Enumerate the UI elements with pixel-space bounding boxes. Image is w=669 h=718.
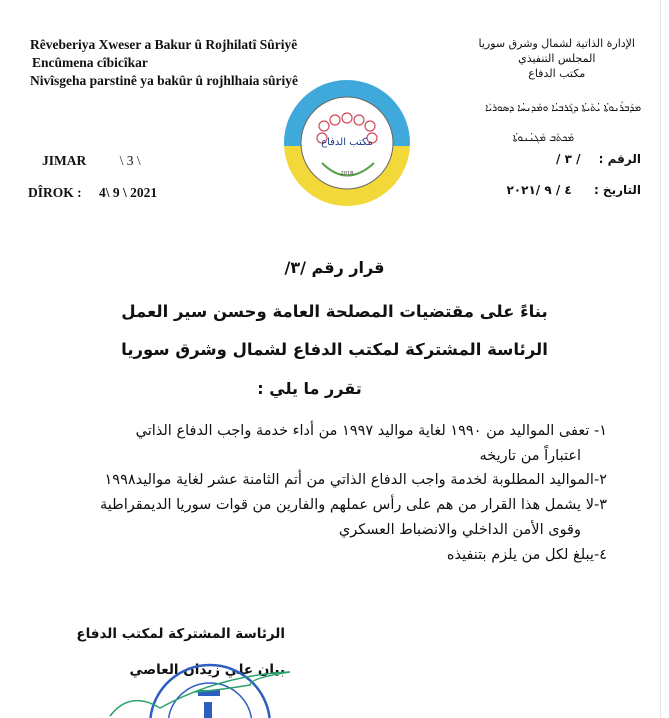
signature-names: بيان علي زيدان العاصي — [129, 662, 285, 678]
item-1: ١- تعفى المواليد من ١٩٩٠ لغاية مواليد ١٩٩٧ من أداء خدمة واجب الدفاع الذاتي — [135, 423, 607, 439]
preamble-line2: الرئاسة المشتركة لمكتب الدفاع لشمال وشرق سوريا — [121, 340, 548, 359]
seal-center-text: مكتب الدفاع — [321, 137, 373, 148]
official-seal — [282, 78, 412, 208]
number-value: / ٣ / — [556, 152, 581, 166]
item-1-cont: اعتباراً من تاريخه — [479, 448, 581, 464]
dirok-value: 4\ 9 \ 2021 — [99, 185, 158, 200]
header-left-line1: Rêveberiya Xweser a Bakur û Rojhilatî Sûriyê — [30, 37, 298, 52]
date-label: التاريخ : — [593, 183, 641, 197]
header-left-line2: Encûmena cîbicîkar — [32, 55, 148, 70]
signature-office: الرئاسة المشتركة لمكتب الدفاع — [76, 626, 285, 642]
item-3: ٣-لا يشمل هذا القرار من هم على رأس عملهم والفارين من قوات سوريا الديمقراطية — [100, 497, 607, 513]
header-right — [479, 36, 636, 81]
jimar-value: \ 3 \ — [119, 153, 141, 168]
seal-year: 2018 — [340, 171, 354, 177]
number-label: الرقم : — [598, 152, 641, 166]
item-4: ٤-يبلغ لكل من يلزم بتنفيذه — [446, 547, 607, 563]
jimar — [42, 152, 141, 170]
header-right-line3: مكتب الدفاع — [528, 67, 586, 80]
preamble-line1: بناءً على مقتضيات المصلحة العامة وحسن سير العمل — [121, 302, 548, 321]
jimar-label: JIMAR — [42, 153, 87, 168]
syriac-line1: ܡܕܰܒܪܳܢܘܬܳܐ ܝܳܬܰܝܬܳܐ ܕܓܰܪܒܝܳܐ ܘܡܰܕܢܚܳܐ ܕܣܘܪܝܰܐ — [485, 103, 641, 114]
dirok-label: DÎROK : — [28, 185, 82, 200]
header-left — [30, 36, 298, 90]
signature-stamp — [100, 650, 300, 718]
header-right-line2: المجلس التنفيذي — [518, 52, 596, 65]
header-right-line1: الإدارة الذاتية لشمال وشرق سوريا — [478, 37, 635, 50]
date-value: ٤ / ٩ /٢٠٢١ — [506, 183, 572, 197]
decision-title: قرار رقم /٣/ — [284, 258, 385, 277]
dirok — [28, 184, 157, 202]
decides-heading: تقرر ما يلي : — [257, 379, 362, 398]
header-left-line3: Nivîsgeha parstinê ya bakûr û rojhlhaia sûriyê — [30, 73, 299, 88]
number — [556, 152, 641, 166]
item-3-cont: وقوى الأمن الداخلي والانضباط العسكري — [338, 522, 581, 538]
date — [506, 183, 641, 197]
item-2: ٢-المواليد المطلوبة لخدمة واجب الدفاع الذاتي من أتم الثامنة عشر لغاية مواليد١٩٩٨ — [104, 472, 607, 488]
page-edge — [660, 0, 661, 718]
syriac-line2: ܡܰܟܬܰܒ ܡܰܓܢܳܢܘܬܳܐ — [512, 133, 574, 144]
